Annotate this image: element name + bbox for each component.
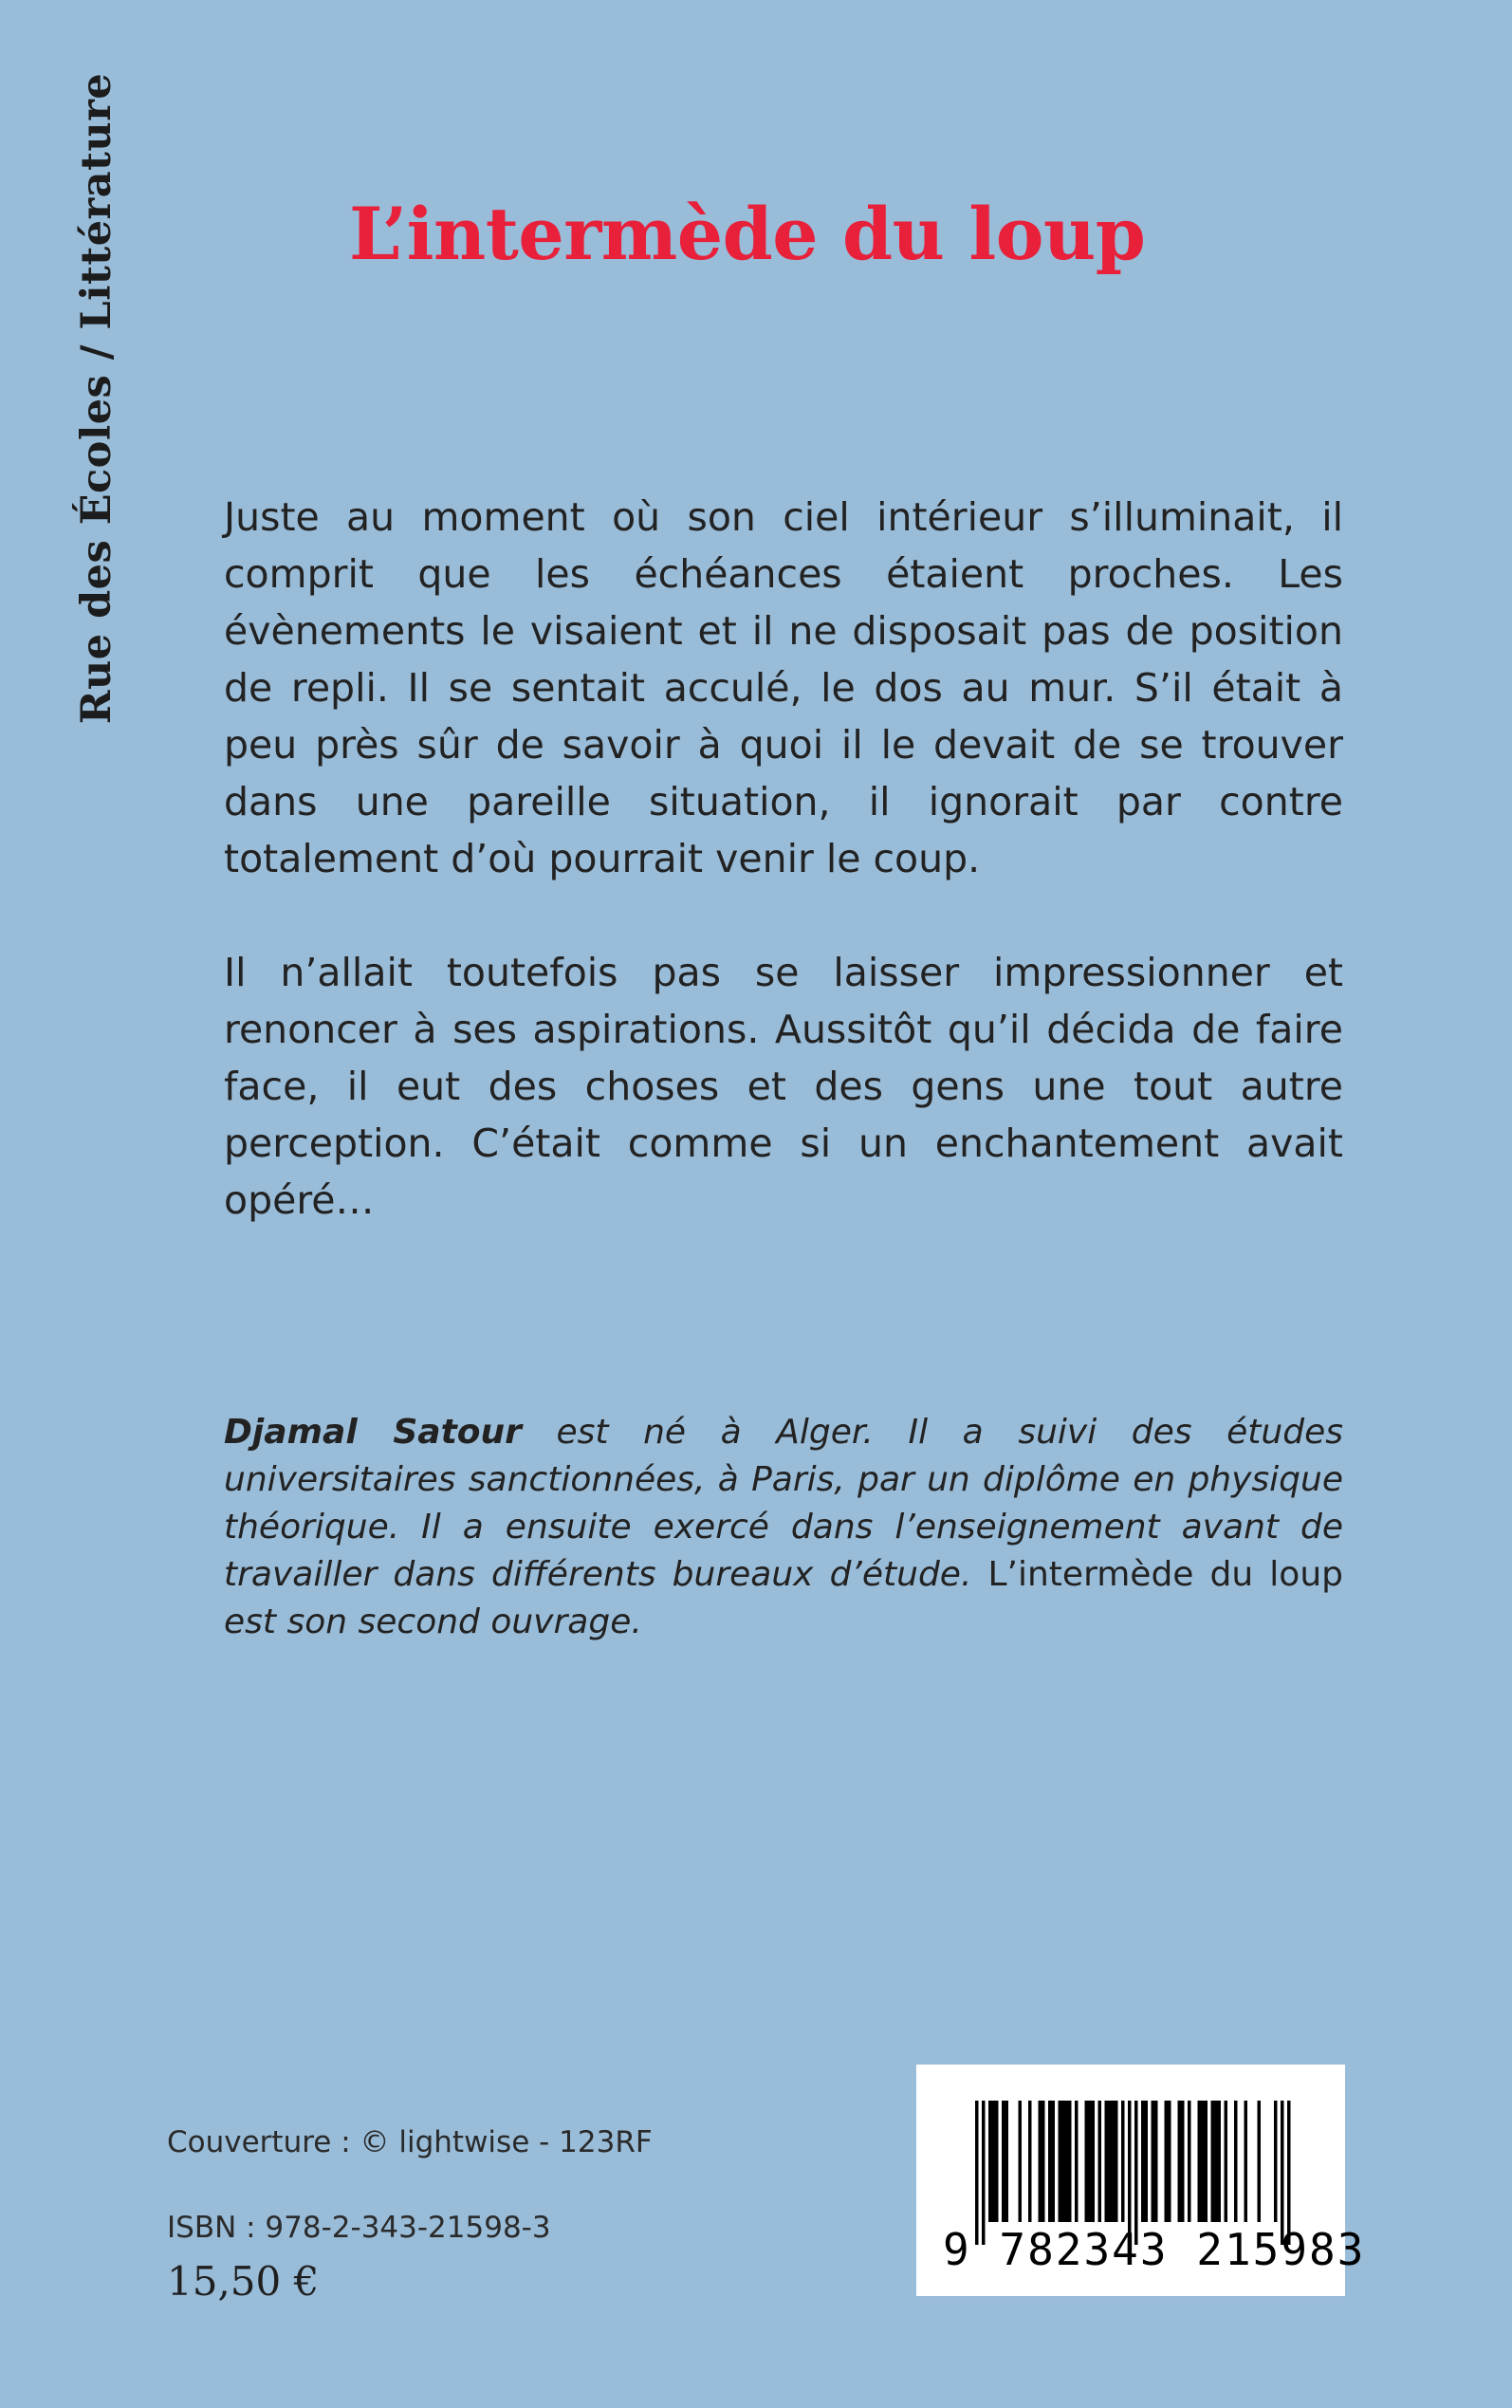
barcode-bar [1061,2101,1065,2222]
barcode-bar [1028,2101,1032,2222]
barcode-bar [1002,2101,1005,2222]
barcode-bar [1258,2101,1262,2222]
barcode-bar [1039,2101,1042,2222]
isbn: ISBN : 978-2-343-21598-3 [167,2211,551,2245]
barcode-bar [1048,2101,1052,2222]
barcode-bar [1105,2101,1109,2222]
barcode-bar [1178,2101,1182,2222]
barcode-bar [1085,2101,1089,2222]
barcode-bar [1225,2101,1228,2222]
barcode-bar [1141,2101,1145,2222]
barcode-bar [1052,2101,1056,2222]
barcode-bar [1019,2101,1023,2222]
barcode-bar [1181,2101,1185,2222]
barcode-bar [1198,2101,1202,2222]
bio-text-2: est son second ouvrage. [224,1602,642,1641]
barcode-bar [1274,2101,1278,2222]
barcode-bar [1098,2101,1102,2222]
barcode-bar [1092,2101,1096,2222]
barcode-bar [1245,2101,1248,2222]
barcode-bar [1168,2101,1171,2222]
barcode-bar [1205,2101,1208,2222]
barcode-bar [1214,2101,1218,2222]
author-bio [224,1409,1343,1646]
barcode-bar [1112,2101,1116,2222]
barcode-bar [1145,2101,1149,2222]
barcode-bar [1068,2101,1072,2222]
barcode-bar [992,2101,996,2222]
barcode-bar [1211,2101,1215,2222]
blurb-paragraph-1: Juste au moment où son ciel intérieur s’illuminait, il comprit que les échéances étaient proches. Les évènements le visaient et il ne disposait pas de position de repli. Il se sentait acculé, le dos au mur. S’il était à peu près sûr de savoir à quoi il le devait de se trouver dans une pareille situation, il ignorait par contre totalement d’où pourrait venir le coup. [224,494,1343,881]
barcode-bar [995,2101,999,2222]
barcode-bar [1059,2101,1062,2222]
barcode-bar [1201,2101,1205,2222]
barcode-bar [1065,2101,1069,2222]
barcode-bar [1115,2101,1118,2222]
barcode-bar [1188,2101,1191,2222]
spine-text: Rue des Écoles / Littérature [73,72,121,725]
barcode-bar [988,2101,992,2222]
bio-text-1: est né à Alger. Il a suivi des études universitaires sanctionnées, à Paris, par un diplôme en physique théorique. Il a ensuite exercé dans l’enseignement avant de travailler dans différents bureaux d’étude. [224,1413,1343,1594]
barcode-bar [1088,2101,1092,2222]
barcode-bar [1121,2101,1125,2222]
barcode-bar [1152,2101,1155,2222]
blurb-paragraph-2: Il n’allait toutefois pas se laisser impressionner et renoncer à ses aspirations. Aussitôt qu’il décida de faire face, il eut des choses et des gens une tout autre perception. C’était comme si un enchantement avait opéré… [224,950,1343,1223]
barcode-bar [1108,2101,1112,2222]
book-title: L’intermède du loup [349,192,1146,276]
barcode-digits: 9 782343 215983 [943,2224,1366,2275]
barcode-bar [1042,2101,1045,2222]
barcode-bar [1005,2101,1009,2222]
barcode-bar [1218,2101,1222,2222]
barcode-bar [1154,2101,1158,2222]
cover-credit: Couverture : © lightwise - 123RF [167,2125,653,2159]
barcode [916,2065,1366,2296]
spine-label [68,72,125,725]
price: 15,50 € [167,2258,320,2305]
barcode-bar [1075,2101,1079,2222]
author-name: Djamal Satour [224,1413,522,1452]
barcode-bar [1234,2101,1238,2222]
bio-book-title: L’intermède du loup [987,1555,1344,1594]
barcode-bar [1165,2101,1169,2222]
